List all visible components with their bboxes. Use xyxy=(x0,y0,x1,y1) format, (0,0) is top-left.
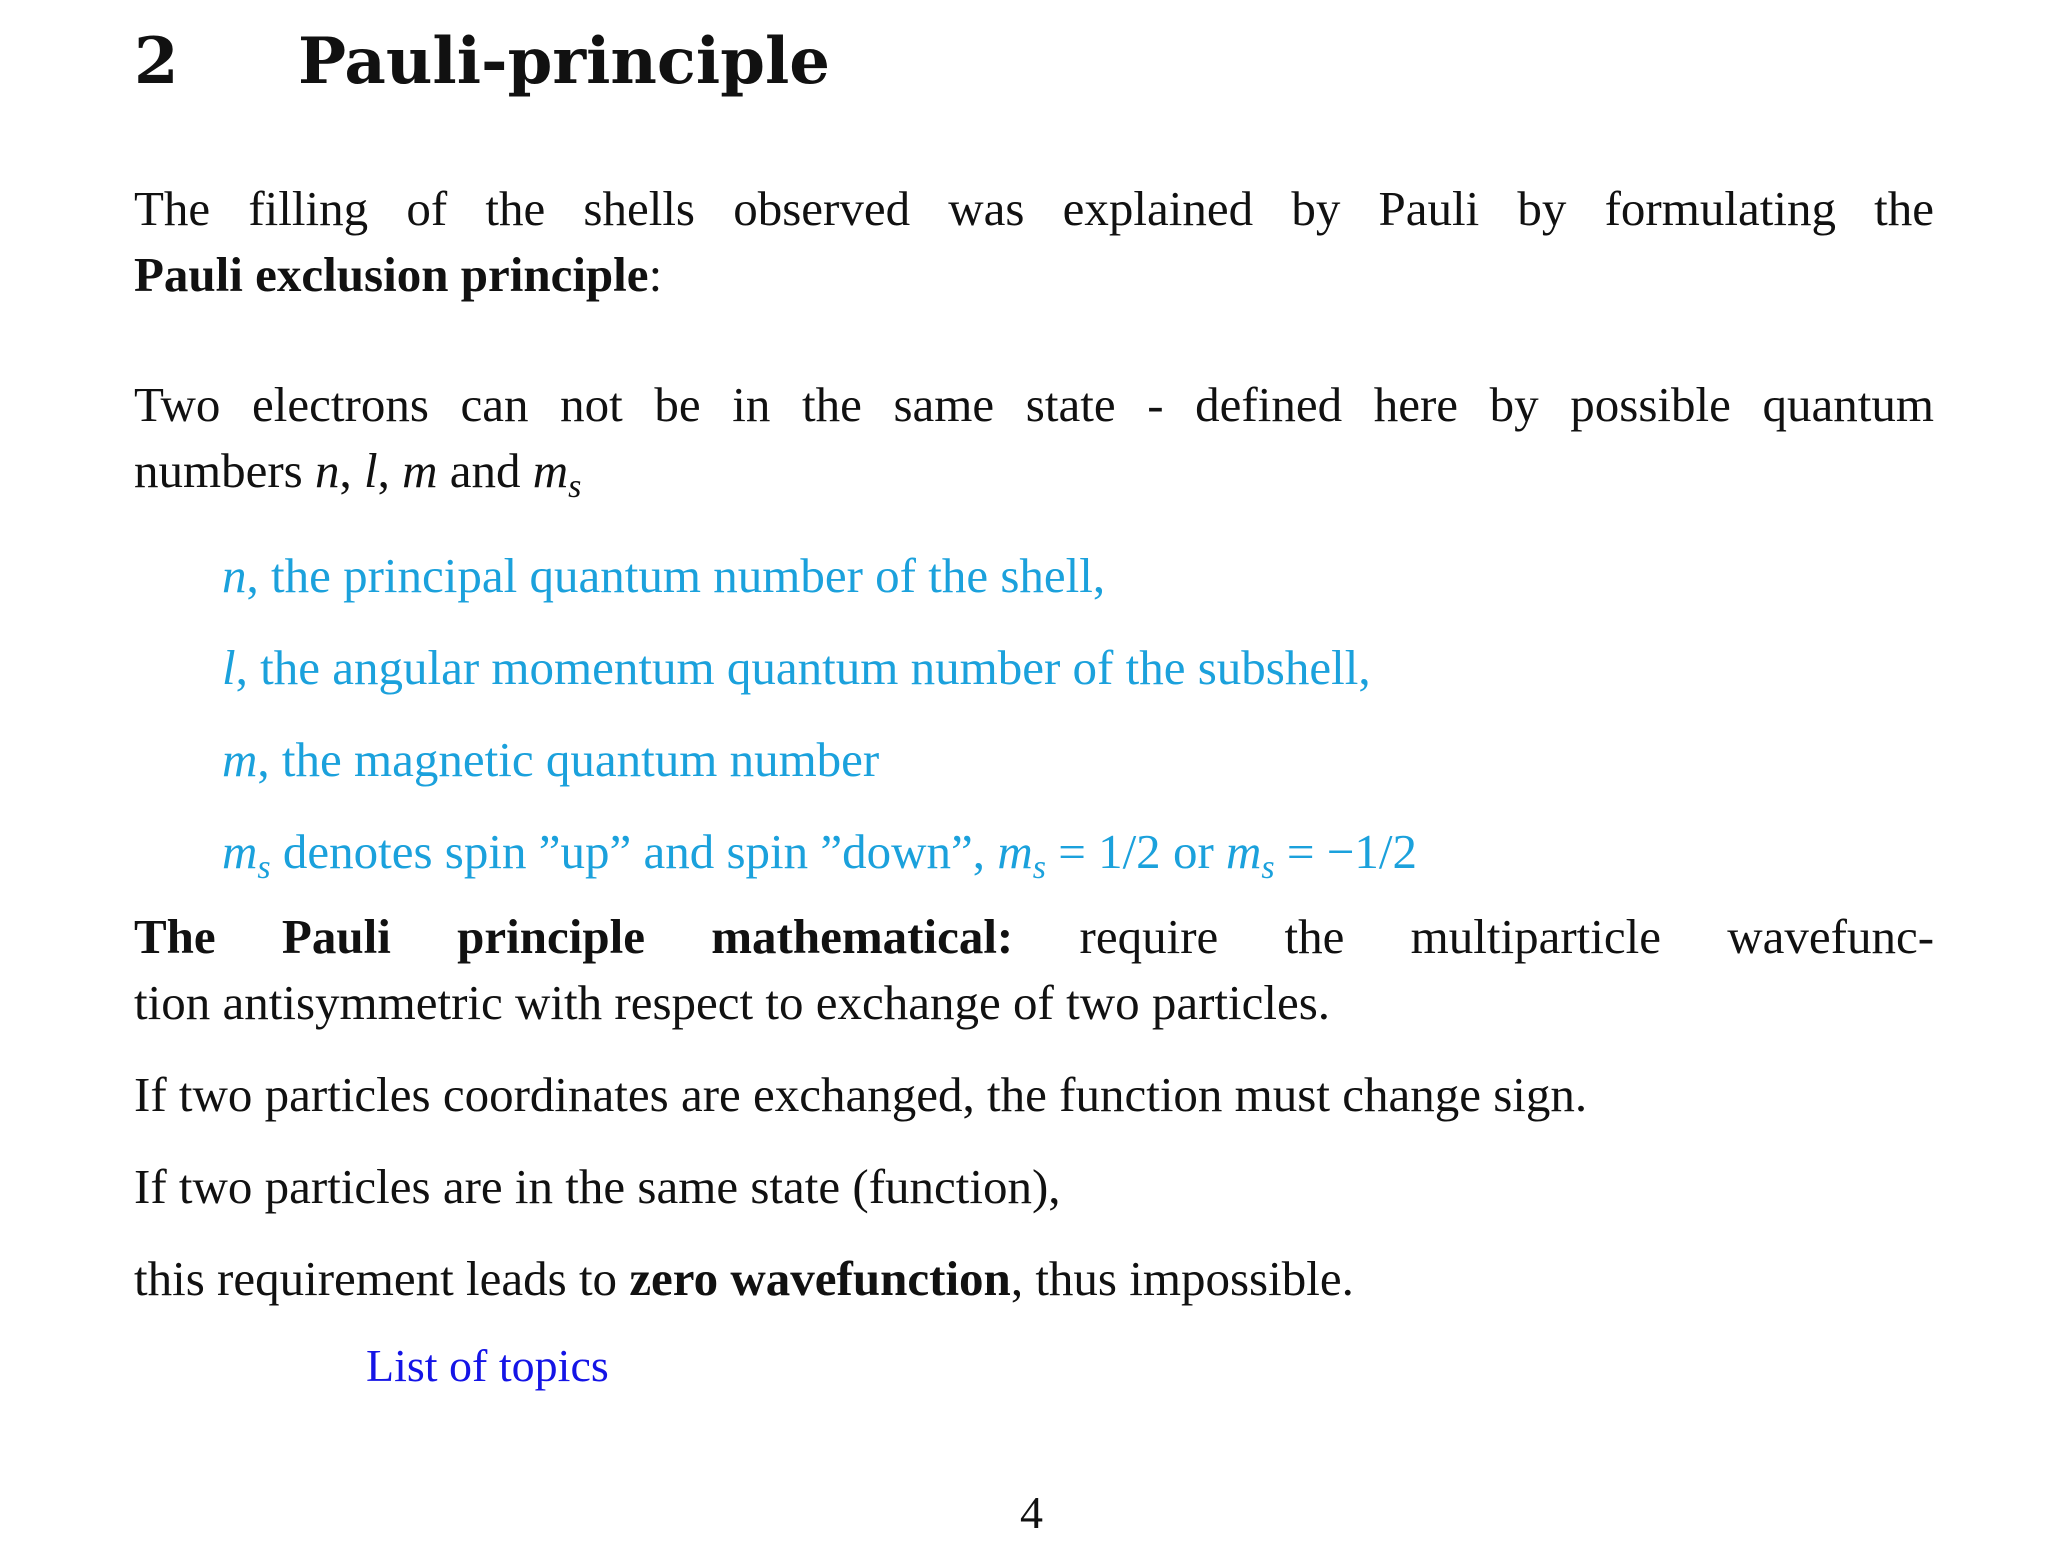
statement-line-1: Two electrons can not be in the same state - defined here by possible quantum xyxy=(134,377,1934,432)
spin-eq-2-var: $m_s$ xyxy=(1226,824,1275,886)
intro-paragraph xyxy=(134,176,1934,308)
symbol-l: l xyxy=(222,640,236,695)
zero-wavefunction-term: zero wavefunction xyxy=(629,1251,1011,1306)
statement-paragraph xyxy=(134,372,1934,510)
spin-or-word: or xyxy=(1160,824,1227,879)
math-statement-paragraph xyxy=(134,904,1934,1036)
pauli-exclusion-term: Pauli exclusion principle xyxy=(134,247,649,302)
math-statement-line-2: tion antisymmetric with respect to exchange of two particles. xyxy=(134,975,1331,1030)
math-statement-line-1 xyxy=(134,904,1934,970)
quantum-number-list xyxy=(222,530,1417,904)
page-number: 4 xyxy=(1020,1487,1043,1538)
list-item-principal xyxy=(222,530,1417,622)
list-of-topics-link[interactable]: List of topics xyxy=(366,1340,609,1391)
exchange-sentence: If two particles coordinates are exchanged, the function must change sign. xyxy=(134,1067,1588,1122)
statement-line-2: numbers n, l, m and $m_s$ xyxy=(134,443,582,505)
intro-colon: : xyxy=(648,247,663,302)
principal-description: , the principal quantum number of the shell, xyxy=(246,548,1106,603)
var-m: m xyxy=(402,443,438,498)
angular-description: , the angular momentum quantum number of the subshell, xyxy=(235,640,1371,695)
spin-eq-1-var: $m_s$ xyxy=(997,824,1046,886)
list-item-spin xyxy=(222,806,1417,904)
intro-line-2 xyxy=(134,242,1934,308)
symbol-ms: $m_s$ xyxy=(222,824,271,886)
numbers-word: numbers xyxy=(134,443,303,498)
section-heading xyxy=(134,18,830,106)
math-statement-line-1-rest: require the multiparticle wavefunc- xyxy=(1079,909,1935,964)
spin-eq-1-value: = 1/2 xyxy=(1045,824,1161,879)
and-word: and xyxy=(449,443,521,498)
math-statement-lead: The Pauli principle mathematical: xyxy=(134,909,1014,964)
spin-eq-2-value: = −1/2 xyxy=(1274,824,1418,879)
spin-description: denotes spin ”up” and spin ”down”, xyxy=(270,824,998,879)
list-item-angular xyxy=(222,622,1417,714)
symbol-n: n xyxy=(222,548,247,603)
intro-line-1: The filling of the shells observed was explained by Pauli by formulating the xyxy=(134,181,1934,236)
section-number: 2 xyxy=(134,24,179,99)
same-state-sentence: If two particles are in the same state (function), xyxy=(134,1159,1061,1214)
conclusion-sentence: this requirement leads to zero wavefunction, thus impossible. xyxy=(134,1251,1354,1306)
var-n: n xyxy=(315,443,340,498)
list-item-magnetic xyxy=(222,714,1417,806)
section-title: Pauli-principle xyxy=(298,24,830,99)
var-l: l xyxy=(364,443,378,498)
magnetic-description: , the magnetic quantum number xyxy=(257,732,880,787)
symbol-m: m xyxy=(222,732,258,787)
var-ms: $m_s$ xyxy=(532,443,582,505)
